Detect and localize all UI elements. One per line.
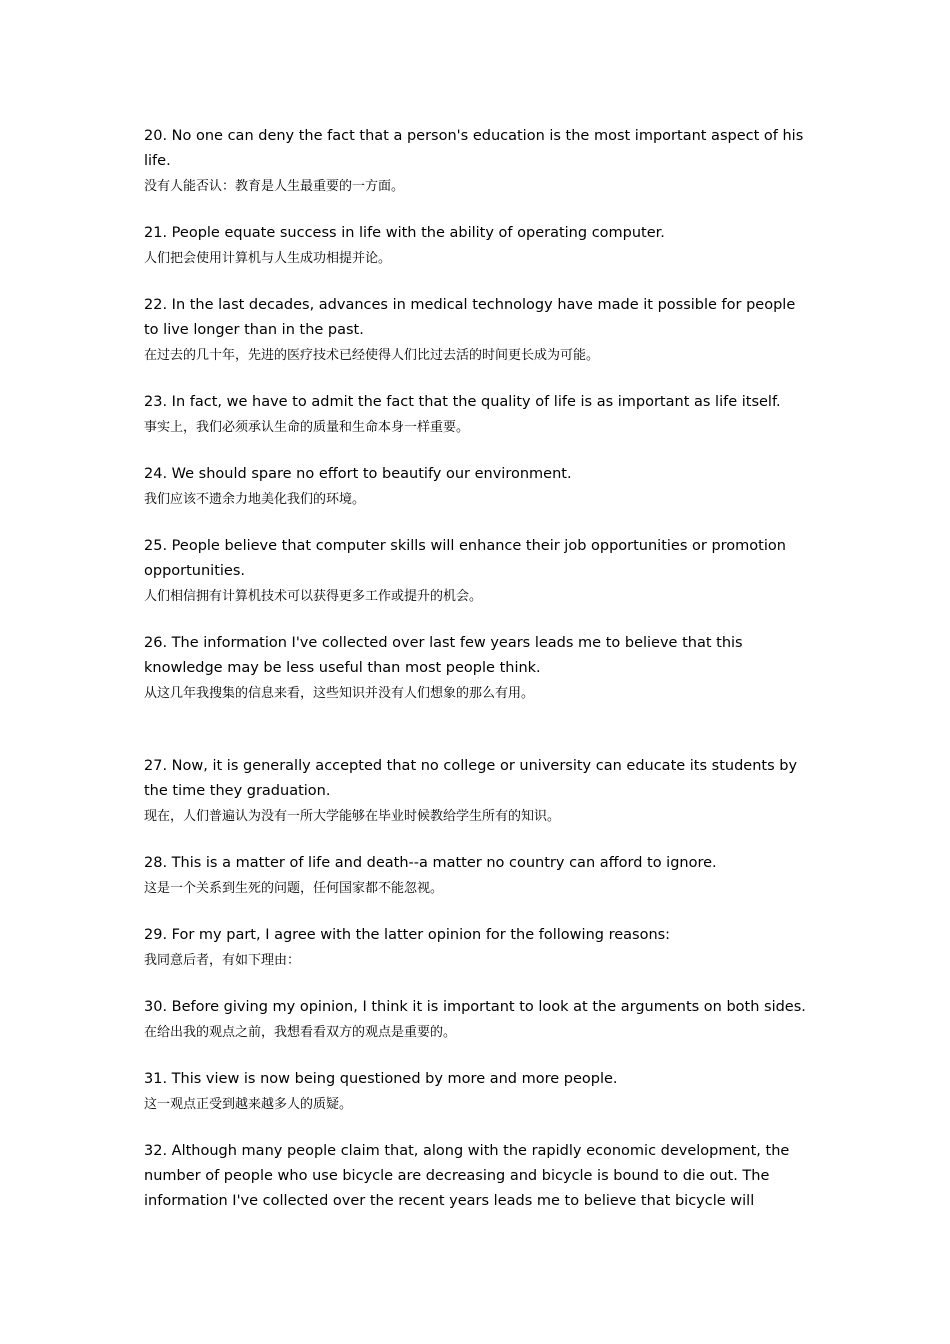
chinese-translation: 没有人能否认：教育是人生最重要的一方面。 xyxy=(144,179,405,194)
sentence-entry-26 xyxy=(144,631,808,706)
english-sentence: 26. The information I've collected over last few years leads me to believe that this knowledge may be less useful than most people think. xyxy=(144,635,743,676)
chinese-translation: 从这几年我搜集的信息来看，这些知识并没有人们想象的那么有用。 xyxy=(144,686,535,701)
sentence-entry-20 xyxy=(144,124,808,199)
sentence-entry-31 xyxy=(144,1067,808,1117)
chinese-translation: 这一观点正受到越来越多人的质疑。 xyxy=(144,1097,353,1112)
english-sentence: 29. For my part, I agree with the latter opinion for the following reasons: xyxy=(144,927,671,943)
english-sentence: 25. People believe that computer skills will enhance their job opportunities or promotion opportunities. xyxy=(144,538,786,579)
english-sentence: 24. We should spare no effort to beautify our environment. xyxy=(144,466,572,482)
english-sentence: 27. Now, it is generally accepted that no college or university can educate its students by the time they graduation. xyxy=(144,758,798,799)
sentence-entry-21 xyxy=(144,221,808,271)
chinese-translation: 我们应该不遗余力地美化我们的环境。 xyxy=(144,492,366,507)
document-body xyxy=(144,124,808,1236)
english-sentence: 22. In the last decades, advances in medical technology have made it possible for people to live longer than in the past. xyxy=(144,297,796,338)
chinese-translation: 我同意后者，有如下理由： xyxy=(144,953,301,968)
chinese-translation: 事实上，我们必须承认生命的质量和生命本身一样重要。 xyxy=(144,420,470,435)
sentence-entry-23 xyxy=(144,390,808,440)
chinese-translation: 现在，人们普遍认为没有一所大学能够在毕业时候教给学生所有的知识。 xyxy=(144,809,561,824)
sentence-entry-25 xyxy=(144,534,808,609)
english-sentence: 32. Although many people claim that, along with the rapidly economic development, the number of people who use bicycle are decreasing and bicycle is bound to die out. The information I've collected over the recent years leads me to believe that bicycle will xyxy=(144,1143,790,1209)
chinese-translation: 这是一个关系到生死的问题，任何国家都不能忽视。 xyxy=(144,881,444,896)
chinese-translation: 在给出我的观点之前，我想看看双方的观点是重要的。 xyxy=(144,1025,457,1040)
sentence-entry-32 xyxy=(144,1139,808,1214)
sentence-entry-29 xyxy=(144,923,808,973)
chinese-translation: 在过去的几十年，先进的医疗技术已经使得人们比过去活的时间更长成为可能。 xyxy=(144,348,600,363)
chinese-translation: 人们把会使用计算机与人生成功相提并论。 xyxy=(144,251,392,266)
english-sentence: 31. This view is now being questioned by more and more people. xyxy=(144,1071,618,1087)
sentence-entry-22 xyxy=(144,293,808,368)
sentence-entry-28 xyxy=(144,851,808,901)
chinese-translation: 人们相信拥有计算机技术可以获得更多工作或提升的机会。 xyxy=(144,589,483,604)
english-sentence: 30. Before giving my opinion, I think it is important to look at the arguments on both sides. xyxy=(144,999,806,1015)
sentence-entry-30 xyxy=(144,995,808,1045)
sentence-entry-27 xyxy=(144,754,808,829)
sentence-entry-24 xyxy=(144,462,808,512)
english-sentence: 23. In fact, we have to admit the fact that the quality of life is as important as life itself. xyxy=(144,394,781,410)
english-sentence: 21. People equate success in life with the ability of operating computer. xyxy=(144,225,665,241)
english-sentence: 28. This is a matter of life and death--a matter no country can afford to ignore. xyxy=(144,855,717,871)
english-sentence: 20. No one can deny the fact that a person's education is the most important aspect of his life. xyxy=(144,128,804,169)
